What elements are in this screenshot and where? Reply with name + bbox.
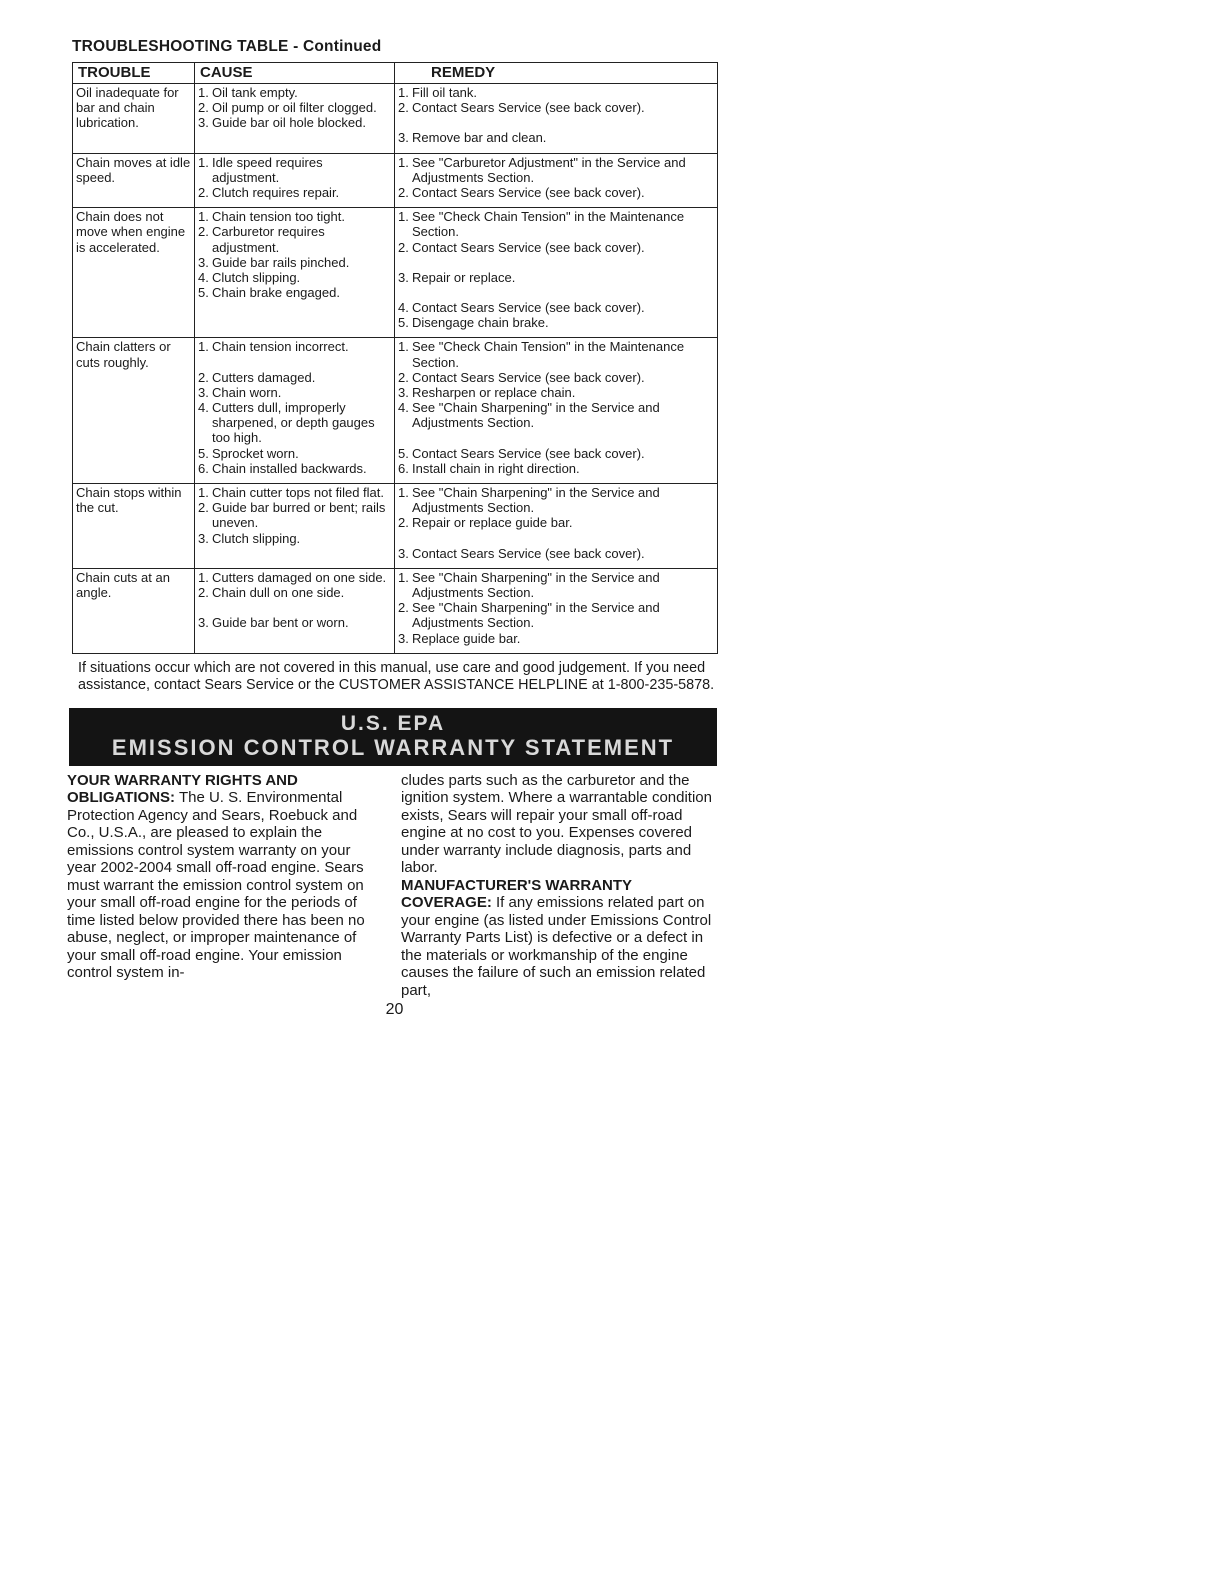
remedy-cell <box>395 568 718 653</box>
table-row <box>73 484 718 569</box>
remedy-item: 4. Contact Sears Service (see back cover). <box>398 300 645 316</box>
trouble-cell: Chain cuts at an angle. <box>73 568 195 653</box>
remedy-item: 1. See "Chain Sharpening" in the Service and Adjustments Section. <box>398 485 660 516</box>
column-header-trouble: TROUBLE <box>73 63 195 84</box>
epa-banner <box>69 708 717 766</box>
remedy-cell <box>395 153 718 208</box>
troubleshooting-table <box>72 62 718 654</box>
remedy-item: 2. Contact Sears Service (see back cover). <box>398 239 645 255</box>
cause-item: 3. Chain worn. <box>198 384 282 400</box>
cause-item: 3. Guide bar bent or worn. <box>198 615 349 631</box>
cause-item: 2. Oil pump or oil filter clogged. <box>198 100 377 116</box>
remedy-item: 3. Replace guide bar. <box>398 630 521 646</box>
assistance-note: If situations occur which are not covered in this manual, use care and good judgement. If you need assistance, contact Sears Service or the CUSTOMER ASSISTANCE HELPLINE at 1-800-235-5878. <box>78 659 715 693</box>
remedy-item: 3. Remove bar and clean. <box>398 130 547 146</box>
warranty-text <box>67 772 717 1000</box>
cause-item: 2. Clutch requires repair. <box>198 185 340 201</box>
manufacturer-heading: MANUFACTURER'S WARRANTY COVERAGE: <box>401 876 632 912</box>
cause-item: 5. Chain brake engaged. <box>198 285 340 301</box>
trouble-cell: Chain does not move when engine is accelerated. <box>73 208 195 338</box>
table-row <box>73 568 718 653</box>
table-row <box>73 84 718 154</box>
remedy-item: 1. See "Carburetor Adjustment" in the Service and Adjustments Section. <box>398 154 686 185</box>
column-header-remedy: REMEDY <box>395 63 718 84</box>
remedy-item: 3. Resharpen or replace chain. <box>398 385 576 401</box>
trouble-cell: Chain moves at idle speed. <box>73 153 195 208</box>
cause-item: 1. Oil tank empty. <box>198 85 298 100</box>
banner-title: U.S. EPA <box>340 711 446 735</box>
cause-item: 1. Chain tension too tight. <box>198 209 345 225</box>
remedy-item: 4. See "Chain Sharpening" in the Service and Adjustments Section. <box>398 400 660 431</box>
remedy-item: 3. Contact Sears Service (see back cover). <box>398 545 645 561</box>
remedy-item: 6. Install chain in right direction. <box>398 460 580 476</box>
remedy-item: 1. See "Check Chain Tension" in the Maintenance Section. <box>398 209 685 240</box>
cause-item: 1. Cutters damaged on one side. <box>198 569 387 585</box>
table-row <box>73 153 718 208</box>
trouble-cell: Oil inadequate for bar and chain lubrication. <box>73 84 195 154</box>
remedy-cell <box>395 84 718 154</box>
cause-cell <box>195 338 395 484</box>
cause-item: 4. Cutters dull, improperly sharpened, or depth gauges too high. <box>198 400 375 446</box>
cause-item: 2. Chain dull on one side. <box>198 585 345 601</box>
remedy-item: 2. Contact Sears Service (see back cover). <box>398 369 645 385</box>
page-number: 20 <box>385 1001 404 1019</box>
warranty-column-left <box>67 772 382 1000</box>
remedy-item: 5. Disengage chain brake. <box>398 315 549 331</box>
cause-item: 3. Guide bar rails pinched. <box>198 254 350 270</box>
cause-cell <box>195 153 395 208</box>
cause-item: 5. Sprocket worn. <box>198 445 299 461</box>
remedy-item: 1. Fill oil tank. <box>398 85 478 100</box>
cause-item: 2. Guide bar burred or bent; rails uneven. <box>198 500 386 531</box>
rights-heading: YOUR WARRANTY RIGHTS AND OBLIGATIONS: <box>67 771 298 807</box>
cause-item: 1. Idle speed requires adjustment. <box>198 154 323 185</box>
manual-page <box>67 38 717 1019</box>
cause-item: 2. Cutters damaged. <box>198 369 316 385</box>
cause-item: 2. Carburetor requires adjustment. <box>198 224 325 255</box>
trouble-cell: Chain stops within the cut. <box>73 484 195 569</box>
column-header-cause: CAUSE <box>195 63 395 84</box>
remedy-cell <box>395 484 718 569</box>
rights-continued: cludes parts such as the carburetor and the ignition system. Where a warrantable condition exists, Sears will repair your small off-road engine at no cost to you. Expenses covered under warranty include diagnosis, parts and labor. <box>401 771 712 877</box>
cause-item: 3. Guide bar oil hole blocked. <box>198 115 366 131</box>
rights-text: The U. S. Environmental Protection Agency and Sears, Roebuck and Co., U.S.A., are pleased to explain the emissions control system warranty on your year 2002-2004 small off-road engine. Sears must warrant the emission control system on your small off-road engine for the periods of time listed below provided there has been no abuse, neglect, or improper maintenance of your small off-road engine. Your emission control system in- <box>67 789 365 982</box>
cause-cell <box>195 208 395 338</box>
page-heading: TROUBLESHOOTING TABLE - Continued <box>72 38 382 55</box>
cause-item: 6. Chain installed backwards. <box>198 460 367 476</box>
trouble-cell: Chain clatters or cuts roughly. <box>73 338 195 484</box>
cause-item: 1. Chain cutter tops not filed flat. <box>198 485 384 501</box>
remedy-item: 2. Contact Sears Service (see back cover). <box>398 185 645 201</box>
cause-item: 3. Clutch slipping. <box>198 530 301 546</box>
remedy-item: 5. Contact Sears Service (see back cover). <box>398 445 645 461</box>
remedy-cell <box>395 338 718 484</box>
remedy-item: 2. Repair or replace guide bar. <box>398 515 573 531</box>
cause-cell <box>195 568 395 653</box>
remedy-item: 1. See "Check Chain Tension" in the Maintenance Section. <box>398 339 685 370</box>
table-row <box>73 338 718 484</box>
cause-item: 1. Chain tension incorrect. <box>198 339 349 355</box>
remedy-cell <box>395 208 718 338</box>
banner-subtitle: EMISSION CONTROL WARRANTY STATEMENT <box>111 734 675 760</box>
warranty-column-right <box>401 772 717 1000</box>
cause-cell <box>195 84 395 154</box>
remedy-item: 2. See "Chain Sharpening" in the Service and Adjustments Section. <box>398 600 660 631</box>
table-row <box>73 208 718 338</box>
remedy-item: 1. See "Chain Sharpening" in the Service and Adjustments Section. <box>398 569 660 601</box>
remedy-item: 2. Contact Sears Service (see back cover). <box>398 100 645 116</box>
cause-item: 4. Clutch slipping. <box>198 270 301 286</box>
remedy-item: 3. Repair or replace. <box>398 269 516 285</box>
manufacturer-text: If any emissions related part on your engine (as listed under Emissions Control Warranty Parts List) is defective or a defect in the materials or workmanship of the engine causes the failure of such an emission related part, <box>401 894 712 999</box>
table-header-row <box>73 63 718 84</box>
cause-cell <box>195 484 395 569</box>
